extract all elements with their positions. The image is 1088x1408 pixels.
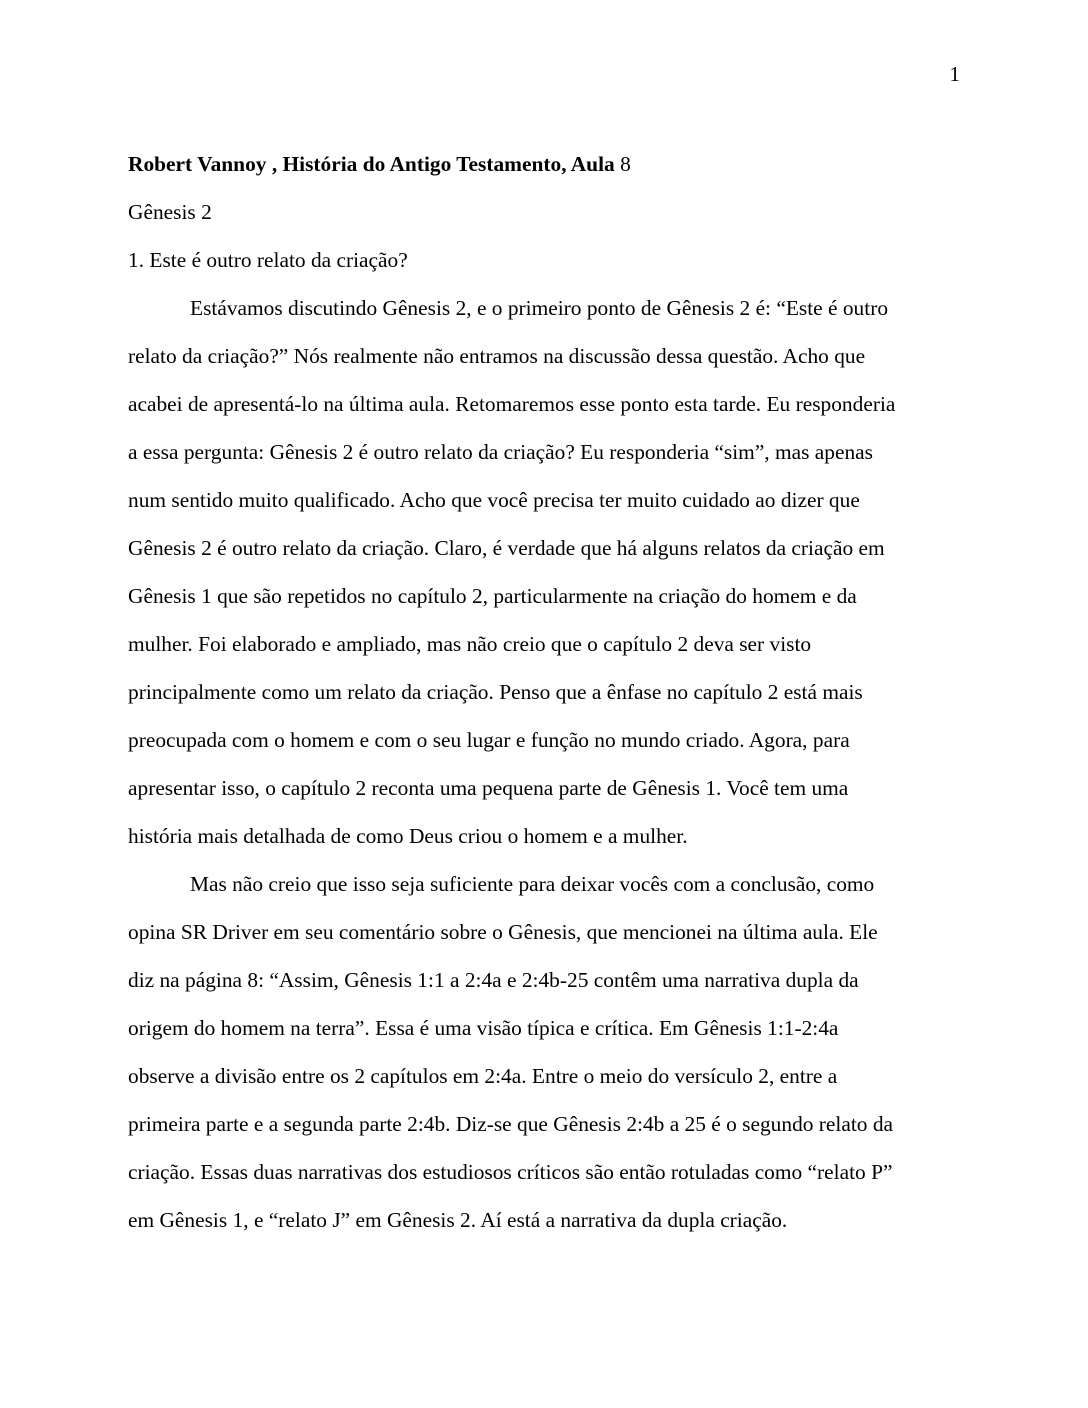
paragraph-line: preocupada com o homem e com o seu lugar e função no mundo criado. Agora, para xyxy=(128,728,850,752)
paragraph-line: observe a divisão entre os 2 capítulos em 2:4a. Entre o meio do versículo 2, entre a xyxy=(128,1064,838,1088)
paragraph-line: relato da criação?” Nós realmente não entramos na discussão dessa questão. Acho que xyxy=(128,344,866,368)
paragraph-line: origem do homem na terra”. Essa é uma visão típica e crítica. Em Gênesis 1:1-2:4a xyxy=(128,1016,839,1040)
paragraph-line: opina SR Driver em seu comentário sobre o Gênesis, que mencionei na última aula. Ele xyxy=(128,920,878,944)
paragraph-line: Gênesis 2 é outro relato da criação. Claro, é verdade que há alguns relatos da criação em xyxy=(128,536,885,560)
page-number: 1 xyxy=(949,62,960,86)
paragraph-line: em Gênesis 1, e “relato J” em Gênesis 2. Aí está a narrativa da dupla criação. xyxy=(128,1208,788,1232)
document-title-bold: Robert Vannoy , História do Antigo Testamento, Aula xyxy=(128,152,615,176)
paragraph-line: principalmente como um relato da criação. Penso que a ênfase no capítulo 2 está mais xyxy=(128,680,863,704)
paragraph-line: apresentar isso, o capítulo 2 reconta uma pequena parte de Gênesis 1. Você tem uma xyxy=(128,776,849,800)
paragraph-2 xyxy=(128,860,964,1244)
paragraph-1 xyxy=(128,284,964,860)
paragraph-line: acabei de apresentá-lo na última aula. Retomaremos esse ponto esta tarde. Eu responderia xyxy=(128,392,896,416)
paragraph-line: num sentido muito qualificado. Acho que você precisa ter muito cuidado ao dizer que xyxy=(128,488,860,512)
paragraph-line: criação. Essas duas narrativas dos estudiosos críticos são então rotuladas como “relato P” xyxy=(128,1160,893,1184)
document-subtitle: Gênesis 2 xyxy=(128,200,212,224)
document-title-number: 8 xyxy=(614,152,631,176)
paragraph-line: primeira parte e a segunda parte 2:4b. Diz-se que Gênesis 2:4b a 25 é o segundo relato da xyxy=(128,1112,894,1136)
paragraph-line: mulher. Foi elaborado e ampliado, mas não creio que o capítulo 2 deva ser visto xyxy=(128,632,812,656)
document-title xyxy=(128,140,964,188)
paragraph-line: diz na página 8: “Assim, Gênesis 1:1 a 2:4a e 2:4b-25 contêm uma narrativa dupla da xyxy=(128,968,859,992)
paragraph-line: Estávamos discutindo Gênesis 2, e o primeiro ponto de Gênesis 2 é: “Este é outro xyxy=(190,296,889,320)
paragraph-line: a essa pergunta: Gênesis 2 é outro relato da criação? Eu responderia “sim”, mas apenas xyxy=(128,440,874,464)
section-heading: 1. Este é outro relato da criação? xyxy=(128,248,408,272)
paragraph-line: história mais detalhada de como Deus criou o homem e a mulher. xyxy=(128,824,688,848)
document-body xyxy=(128,140,964,1244)
paragraph-line: Mas não creio que isso seja suficiente para deixar vocês com a conclusão, como xyxy=(190,872,875,896)
paragraph-line: Gênesis 1 que são repetidos no capítulo 2, particularmente na criação do homem e da xyxy=(128,584,857,608)
